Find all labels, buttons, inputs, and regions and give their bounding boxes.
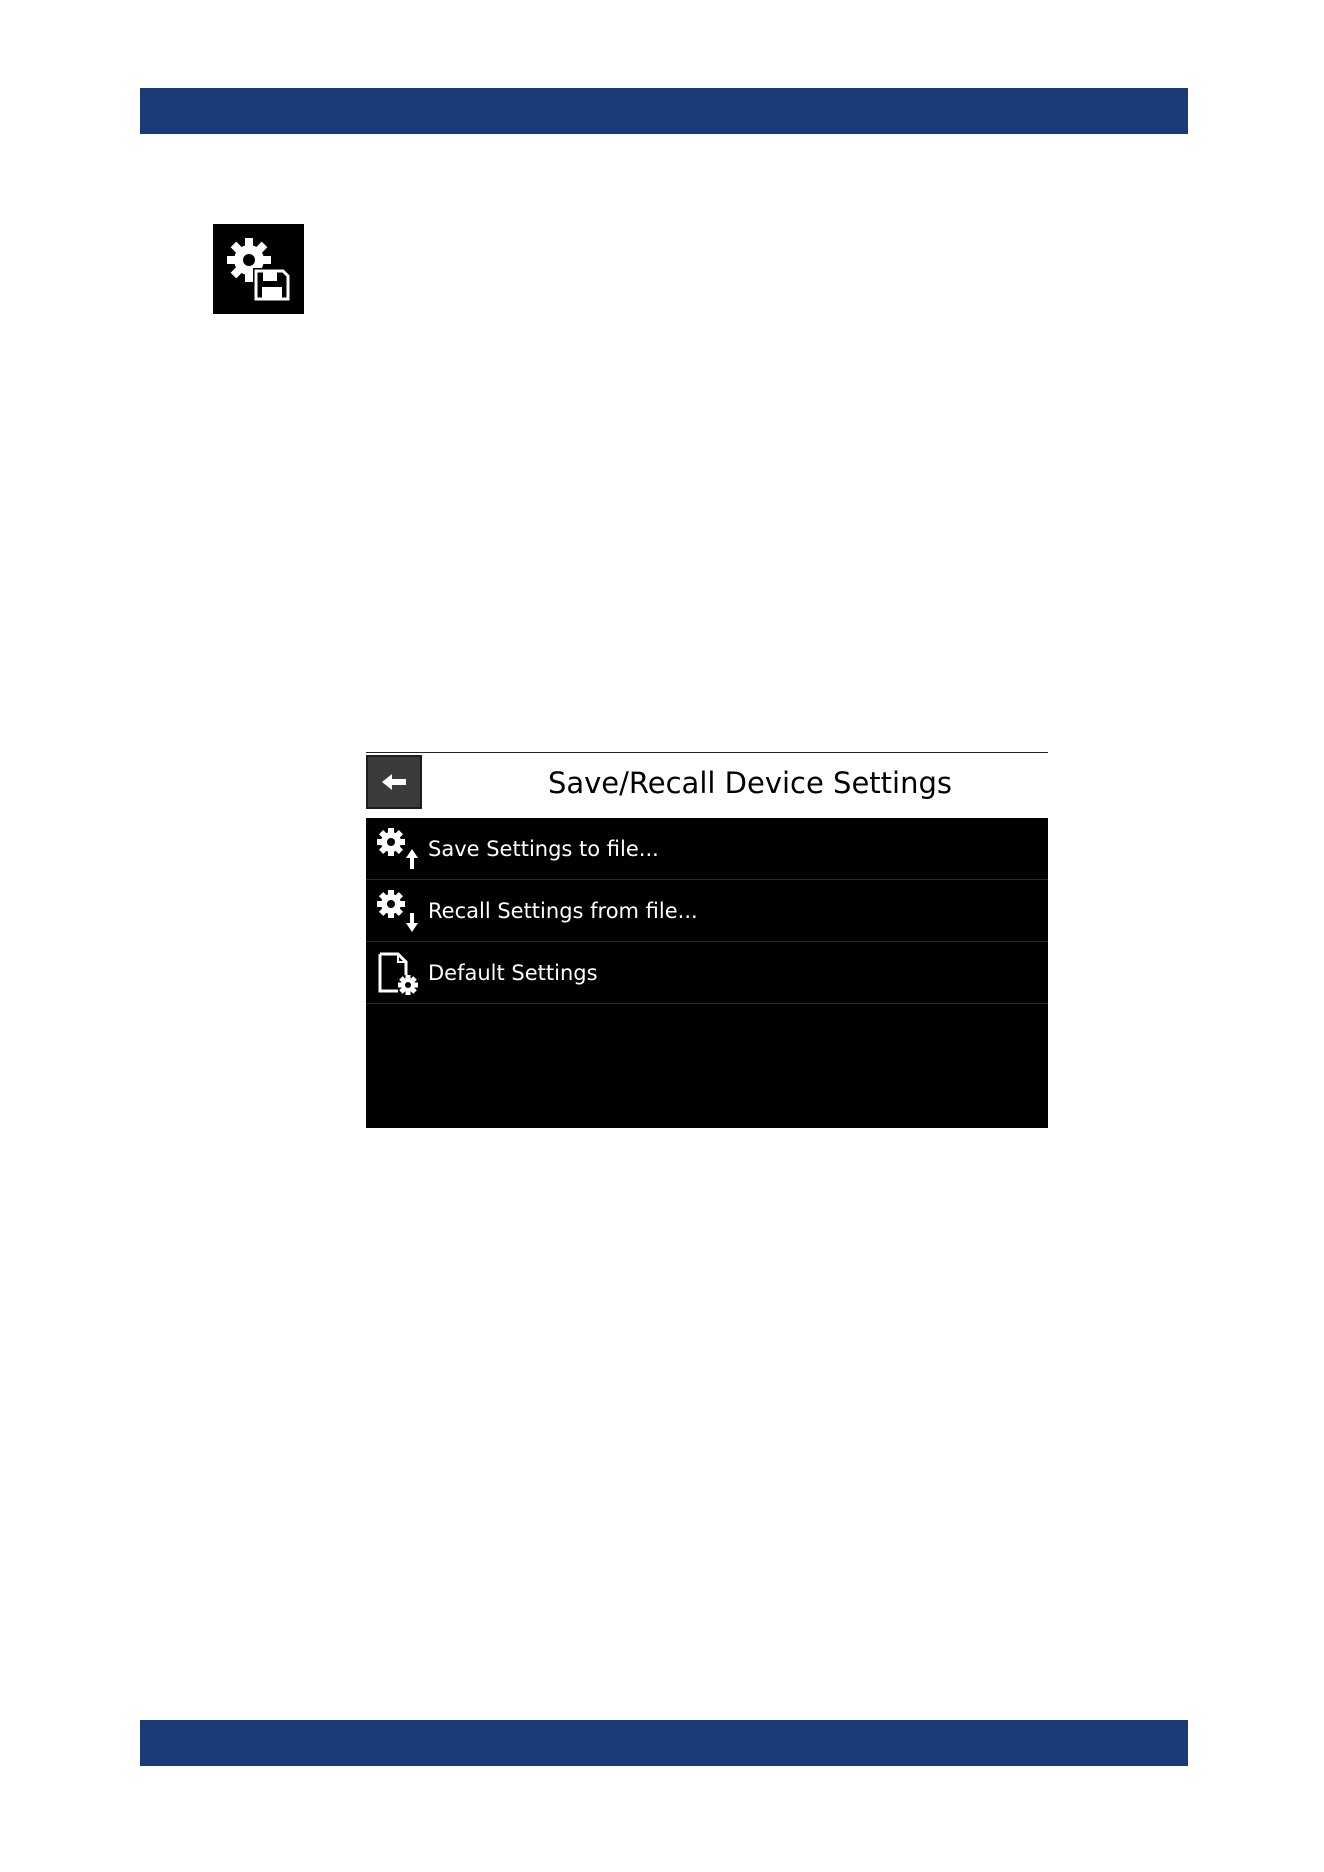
save-recall-dialog (366, 752, 1048, 1128)
arrow-left-icon (380, 772, 408, 792)
back-button[interactable] (366, 755, 422, 809)
settings-menu (366, 818, 1048, 1004)
gear-save-icon (213, 224, 304, 314)
default-settings-button[interactable] (366, 942, 1048, 1004)
default-settings-label: Default Settings (428, 960, 598, 985)
dialog-title: Save/Recall Device Settings (547, 766, 953, 800)
gear-upload-icon (374, 825, 422, 873)
save-settings-button[interactable] (366, 818, 1048, 880)
gear-download-icon (374, 887, 422, 935)
document-gear-icon (374, 949, 422, 997)
dialog-header (366, 752, 1048, 818)
footer-band (140, 1720, 1188, 1766)
recall-settings-button[interactable] (366, 880, 1048, 942)
header-band (140, 88, 1188, 134)
save-settings-label: Save Settings to file... (428, 836, 659, 861)
recall-settings-label: Recall Settings from file... (428, 898, 698, 923)
